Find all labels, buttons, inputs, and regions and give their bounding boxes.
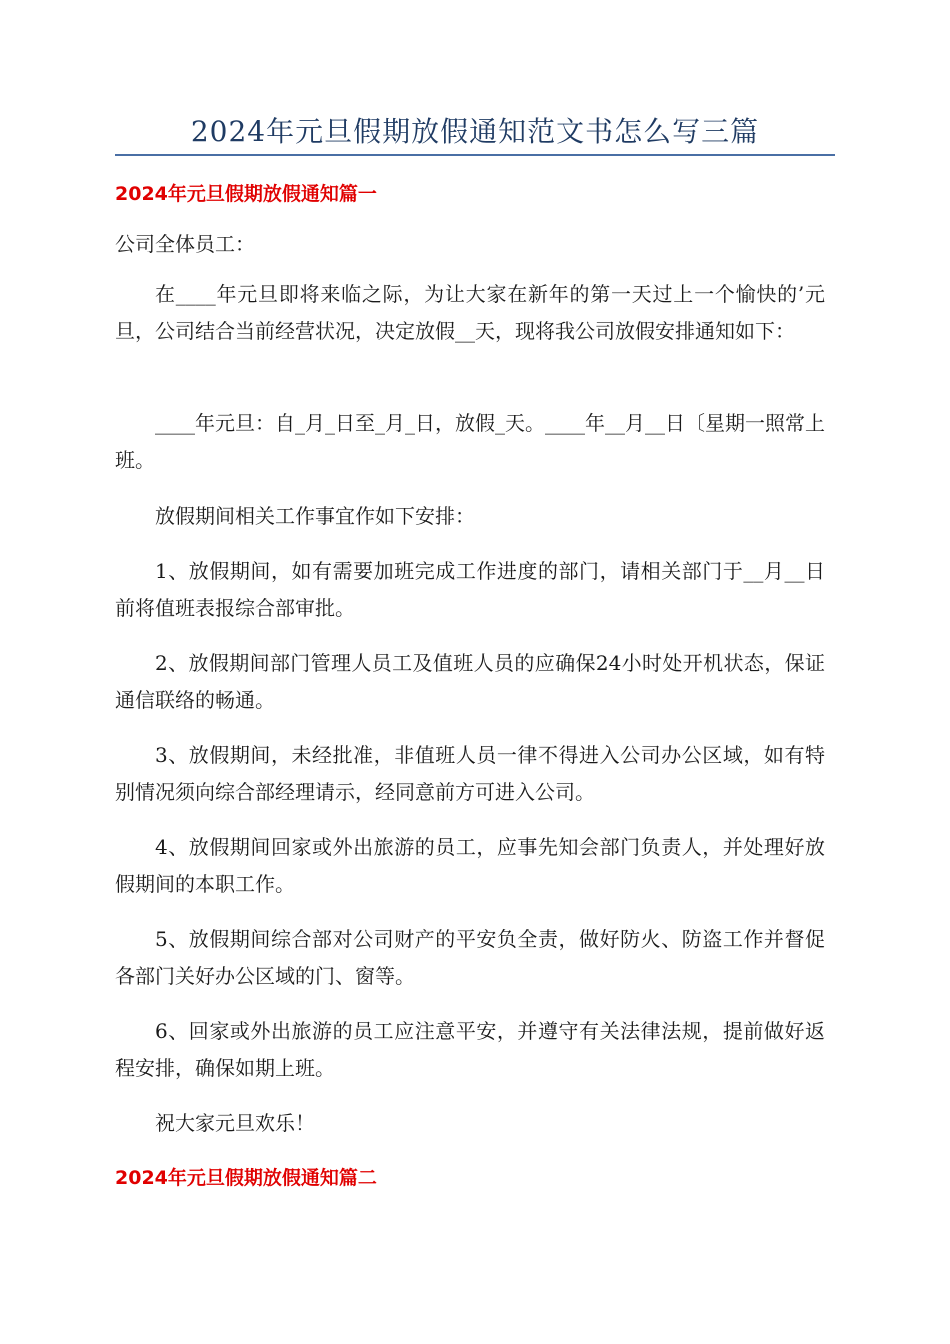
section-heading-1: 2024年元旦假期放假通知篇一 (115, 183, 377, 205)
list-item-3: 3、放假期间，未经批准，非值班人员一律不得进入公司办公区域，如有特别情况须向综合部经理请示，经同意前方可进入公司。 (115, 743, 825, 804)
list-item-2: 2、放假期间部门管理人员工及值班人员的应确保24小时处开机状态，保证通信联络的畅通。 (115, 651, 825, 712)
salutation: 公司全体员工： (115, 232, 255, 256)
document-title: 2024年元旦假期放假通知范文书怎么写三篇 (190, 115, 760, 148)
list-item-6: 6、回家或外出旅游的员工应注意平安，并遵守有关法律法规，提前做好返程安排，确保如期上班。 (115, 1019, 825, 1080)
section-heading-2: 2024年元旦假期放假通知篇二 (115, 1167, 377, 1189)
list-item-4: 4、放假期间回家或外出旅游的员工，应事先知会部门负责人，并处理好放假期间的本职工作。 (115, 835, 825, 896)
list-item-1: 1、放假期间，如有需要加班完成工作进度的部门，请相关部门于__月__日前将值班表报综合部审批。 (115, 559, 825, 620)
paragraph-intro: 在____年元旦即将来临之际，为让大家在新年的第一天过上一个愉快的’元旦，公司结合当前经营状况，决定放假__天，现将我公司放假安排通知如下： (115, 282, 825, 343)
paragraph-arrangements: 放假期间相关工作事宜作如下安排： (155, 504, 475, 528)
list-item-5: 5、放假期间综合部对公司财产的平安负全责，做好防火、防盗工作并督促各部门关好办公区域的门、窗等。 (115, 927, 825, 988)
closing-line: 祝大家元旦欢乐！ (155, 1111, 315, 1135)
paragraph-dates: ____年元旦：自_月_日至_月_日，放假_天。____年__月__日〔星期一照常上班。 (115, 411, 825, 472)
title-underline (115, 154, 835, 156)
